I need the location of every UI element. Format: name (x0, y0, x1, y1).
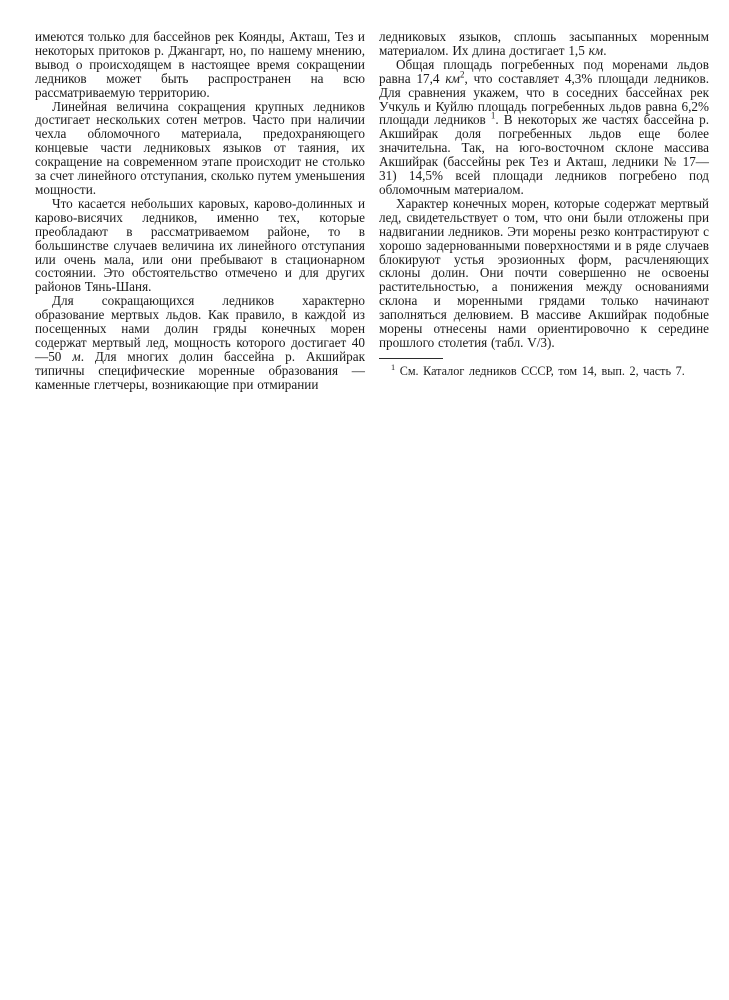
paragraph (35, 197, 365, 294)
footnote-text (379, 364, 709, 378)
footnote-body: См. Каталог ледников СССР, том 14, вып. 2, часть 7. (395, 363, 685, 378)
text-segment: , что составляет 4,3% площади ледников. Для сравнения укажем, что в соседних бассейнах рек Учкуль и Куйлю площадь погребенных льдов равна 6,2% площади ледников (379, 70, 710, 128)
text-segment: м (72, 348, 81, 364)
text-segment: Линейная величина сокращения крупных ледников достигает нескольких сотен метров. Часто при наличии чехла обломочного материала, предохраняющего концевые части ледниковых языков от таяния, их сокращение на современном этапе происходит не столько за счет линейного отступания, сколько путем уменьшения мощности. (35, 98, 365, 197)
paragraph (379, 58, 709, 197)
paragraph (379, 30, 709, 58)
paragraph-container-left (35, 30, 365, 392)
footnote (379, 358, 709, 378)
page-text (35, 30, 709, 392)
footnote-marker: 1 (391, 362, 396, 372)
paragraph (379, 197, 709, 350)
text-segment: Для сокращающихся ледников характерно образование мертвых льдов. Как правило, в каждой из посещенных нами долин гряды конечных морен содержат мертвый лед, мощность которого достигает 40—50 (35, 293, 365, 364)
paragraph (35, 100, 365, 197)
footnote-reference: 2 (459, 69, 465, 80)
text-segment: км (588, 42, 604, 58)
text-segment: . Для многих долин бассейна р. Акшийрак типичны специфические моренные образования — каменные глетчеры, возникающие при отмирании (35, 348, 365, 392)
footnote-rule (379, 358, 443, 359)
text-segment: Что касается небольших каровых, карово-долинных и карово-висячих ледников, именно тех, которые преобладают в рассматриваемом районе, то в большинстве случаев величина их линейного отступания или очень мала, или они пребывают в стационарном состоянии. Это обстоятельство отмечено и для других районов Тянь-Шаня. (35, 195, 365, 295)
text-segment: Характер конечных морен, которые содержат мертвый лед, свидетельствует о том, что они были отложены при надвигании ледников. Эти морены резко контрастируют с хорошо задернованными поверхностями и в ряде случаев блокируют устья эрозионных форм, расчленяющих склоны долин. Они почти совершенно не освоены растительностью, а понижения между основаниями склона и моренными грядами только начинают заполняться делювием. В массиве Акшийрак подобные морены отнесены нами ориентировочно к середине прошлого столетия (табл. V/3). (379, 195, 709, 350)
footnote-reference: 1 (490, 111, 496, 122)
text-segment: Общая площадь погребенных под моренами льдов равна 17,4 (379, 56, 709, 86)
text-column-left (35, 30, 365, 392)
paragraph (35, 30, 365, 100)
paragraph-container-right (379, 30, 709, 350)
paragraph (35, 294, 365, 391)
text-segment: км (445, 70, 460, 86)
text-segment: имеются только для бассейнов рек Коянды, Акташ, Тез и некоторых притоков р. Джангарт, но, по нашему мнению, вывод о происходящем в настоящее время сокращении ледников может быть распространен на всю рассматриваемую территорию. (35, 29, 365, 100)
text-column-right (379, 30, 709, 392)
text-segment: ледниковых языков, сплошь засыпанных моренным материалом. Их длина достигает 1,5 (379, 29, 709, 58)
text-segment: . (603, 42, 607, 58)
text-segment: . В некоторых же частях бассейна р. Акшийрак доля погребенных льдов еще более значительна. Так, на юго-восточном склоне массива Акшийрак (бассейны рек Тез и Акташ, ледники № 17—31) 14,5% всей площади ледников погребено под обломочным материалом. (379, 112, 709, 197)
